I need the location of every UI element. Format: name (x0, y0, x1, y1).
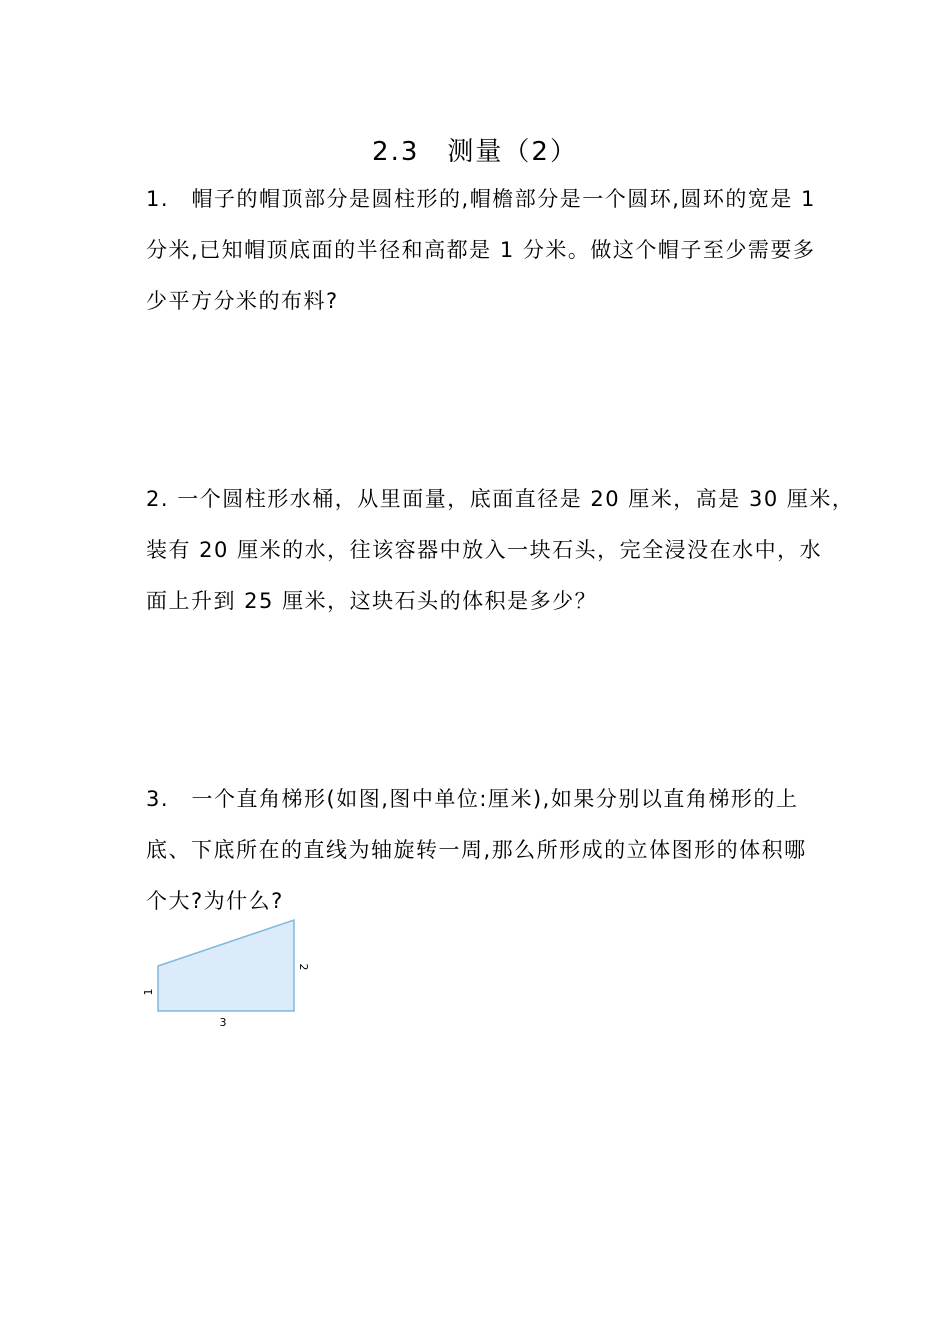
question-1-line-2: 分米,已知帽顶底面的半径和高都是 1 分米。做这个帽子至少需要多 (146, 238, 816, 262)
question-2 (146, 474, 855, 627)
question-3-line-2: 底、下底所在的直线为轴旋转一周,那么所形成的立体图形的体积哪 (146, 838, 807, 862)
trapezoid-svg (140, 912, 320, 1032)
question-3-line-3: 个大?为什么? (146, 889, 284, 913)
left-side-label: 1 (142, 988, 155, 996)
bottom-side-label: 3 (219, 1016, 227, 1029)
right-side-label: 2 (297, 963, 310, 971)
question-3 (146, 774, 826, 927)
question-3-line-1: 3. 一个直角梯形(如图,图中单位:厘米),如果分别以直角梯形的上 (146, 787, 799, 811)
question-2-line-2: 装有 20 厘米的水，往该容器中放入一块石头，完全浸没在水中，水 (146, 538, 823, 562)
page-title: 2.3 测量（2） (372, 137, 578, 167)
question-1-line-3: 少平方分米的布料? (146, 289, 339, 313)
question-1-line-1: 1. 帽子的帽顶部分是圆柱形的,帽檐部分是一个圆环,圆环的宽是 1 (146, 187, 816, 211)
right-trapezoid-shape (158, 920, 294, 1011)
question-2-line-3: 面上升到 25 厘米，这块石头的体积是多少？ (146, 589, 598, 613)
trapezoid-figure (140, 912, 320, 1032)
question-1 (146, 174, 826, 327)
question-2-line-1: 2. 一个圆柱形水桶，从里面量，底面直径是 20 厘米，高是 30 厘米， (146, 487, 855, 511)
